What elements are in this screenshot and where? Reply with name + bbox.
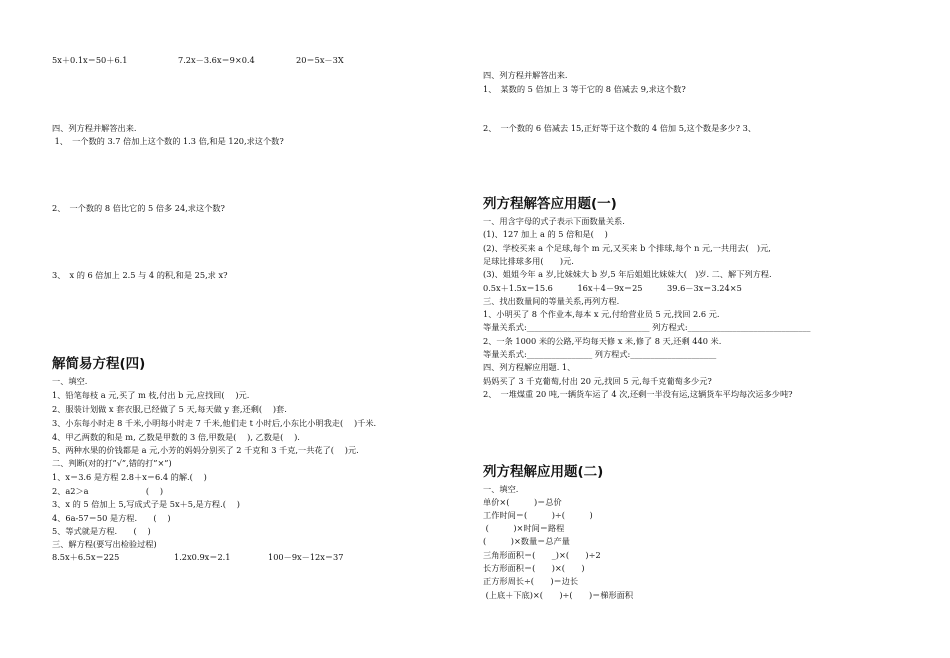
right-line: 一、填空. — [483, 484, 519, 494]
left-question-1: 1、 一个数的 3.7 倍加上这个数的 1.3 倍,和是 120,求这个数? — [52, 136, 284, 146]
right-line: 0.5x＋1.5x＝15.6 16x＋4－9x＝25 39.6－3x＝3.24×5 — [483, 283, 742, 293]
left-line: 1、铅笔每枝 a 元,买了 m 枝,付出 b 元,应找回( )元. — [52, 390, 250, 400]
left-question-2: 2、 一个数的 8 倍比它的 5 倍多 24,求这个数? — [52, 203, 225, 213]
equation-1: 5x＋0.1x＝50＋6.1 — [52, 55, 128, 65]
right-line: 单价×( )＝总价 — [483, 497, 562, 507]
bottom-equation-1: 8.5x＋6.5x＝225 — [52, 552, 120, 562]
right-line: 等量关系式:________________ 列方程式:_____________________ — [483, 349, 717, 359]
right-line: 四、列方程解应用题. 1、 — [483, 362, 576, 372]
left-line: 5、等式就是方程. ( ) — [52, 526, 151, 536]
left-line: 1、x＝3.6 是方程 2.8＋x＝6.4 的解.( ) — [52, 472, 207, 482]
right-line: 等量关系式:______________________________ 列方程式:______________________________ — [483, 322, 811, 332]
right-line: ( )×数量＝总产量 — [483, 536, 570, 546]
right-line: 2、一条 1000 米的公路,平均每天修 x 米,修了 8 天,还剩 440 米. — [483, 336, 722, 346]
right-heading-1: 列方程解答应用题(一) — [483, 196, 617, 212]
left-line: 3、小东每小时走 8 千米,小明每小时走 7 千米,他们走 t 小时后,小东比小明我走( )千米. — [52, 418, 377, 428]
bottom-equation-2: 1.2x0.9x＝2.1 — [174, 552, 231, 562]
right-question-1: 1、 某数的 5 倍加上 3 等于它的 8 倍减去 9,求这个数? — [483, 84, 686, 94]
left-section4-title: 四、列方程并解答出来. — [52, 123, 137, 133]
right-line: (2)、学校买来 a 个足球,每个 m 元,又买来 b 个排球,每个 n 元,一共用去( )元, — [483, 243, 771, 253]
right-line: 三角形面积＝( _)×( )÷2 — [483, 550, 601, 560]
left-heading: 解简易方程(四) — [52, 356, 146, 372]
right-line: 一、用含字母的式子表示下面数量关系. — [483, 216, 625, 226]
equation-2: 7.2x－3.6x＝9×0.4 — [178, 55, 255, 65]
right-line: (1)、127 加上 a 的 5 倍和是( ) — [483, 229, 608, 239]
right-line: 三、找出数量间的等量关系,再列方程. — [483, 296, 620, 306]
right-line: 2、 一堆煤重 20 吨,一辆货车运了 4 次,还剩一半没有运,这辆货车平均每次运多少吨? — [483, 389, 793, 399]
right-line: 足球比排球多用( )元. — [483, 256, 574, 266]
left-line: 4、甲乙两数的和是 m, 乙数是甲数的 3 倍,甲数是( ), 乙数是( ). — [52, 432, 300, 442]
equation-3: 20＝5x－3X — [296, 55, 344, 65]
left-line: 三、解方程(要写出检验过程) — [52, 539, 157, 549]
right-line: 妈妈买了 3 千克葡萄,付出 20 元,找回 5 元,每千克葡萄多少元? — [483, 376, 712, 386]
left-line: 2、服装计划做 x 套衣服,已经做了 5 天,每天做 y 套,还剩( )套. — [52, 404, 287, 414]
right-line: ( )×时间＝路程 — [483, 523, 565, 533]
left-question-3: 3、 x 的 6 倍加上 2.5 与 4 的积,和是 25,求 x? — [52, 270, 228, 280]
left-line: 5、两种水果的价钱都是 a 元,小芳的妈妈分别买了 2 千克和 3 千克,一共花了( )元. — [52, 445, 359, 455]
right-heading-2: 列方程解应用题(二) — [483, 464, 604, 480]
left-line: 3、x 的 5 倍加上 5,写成式子是 5x＋5,是方程.( ) — [52, 499, 240, 509]
right-line: 长方形面积＝( )×( ) — [483, 563, 585, 573]
right-line: 正方形周长÷( )＝边长 — [483, 576, 579, 586]
left-line: 一、填空. — [52, 376, 88, 386]
right-section4-title: 四、列方程并解答出来. — [483, 70, 568, 80]
right-question-2: 2、 一个数的 6 倍减去 15,正好等于这个数的 4 倍加 5,这个数是多少? 3、 — [483, 123, 757, 133]
left-line: 4、6a-57＝50 是方程. ( ) — [52, 513, 171, 523]
right-line: (3)、姐姐今年 a 岁,比妹妹大 b 岁,5 年后姐姐比妹妹大( )岁. 二、解下列方程. — [483, 269, 772, 279]
left-line: 2、a2＞a ( ) — [52, 486, 164, 496]
right-line: (上底＋下底)×( )÷( )＝梯形面积 — [483, 590, 634, 600]
right-line: 工作时间＝( )÷( ) — [483, 510, 593, 520]
bottom-equation-3: 100－9x－12x＝37 — [268, 552, 344, 562]
left-line: 二、判断(对的打”√”,错的打”×”) — [52, 458, 172, 468]
right-line: 1、小明买了 8 个作业本,每本 x 元,付给营业员 5 元,找回 2.6 元. — [483, 309, 720, 319]
